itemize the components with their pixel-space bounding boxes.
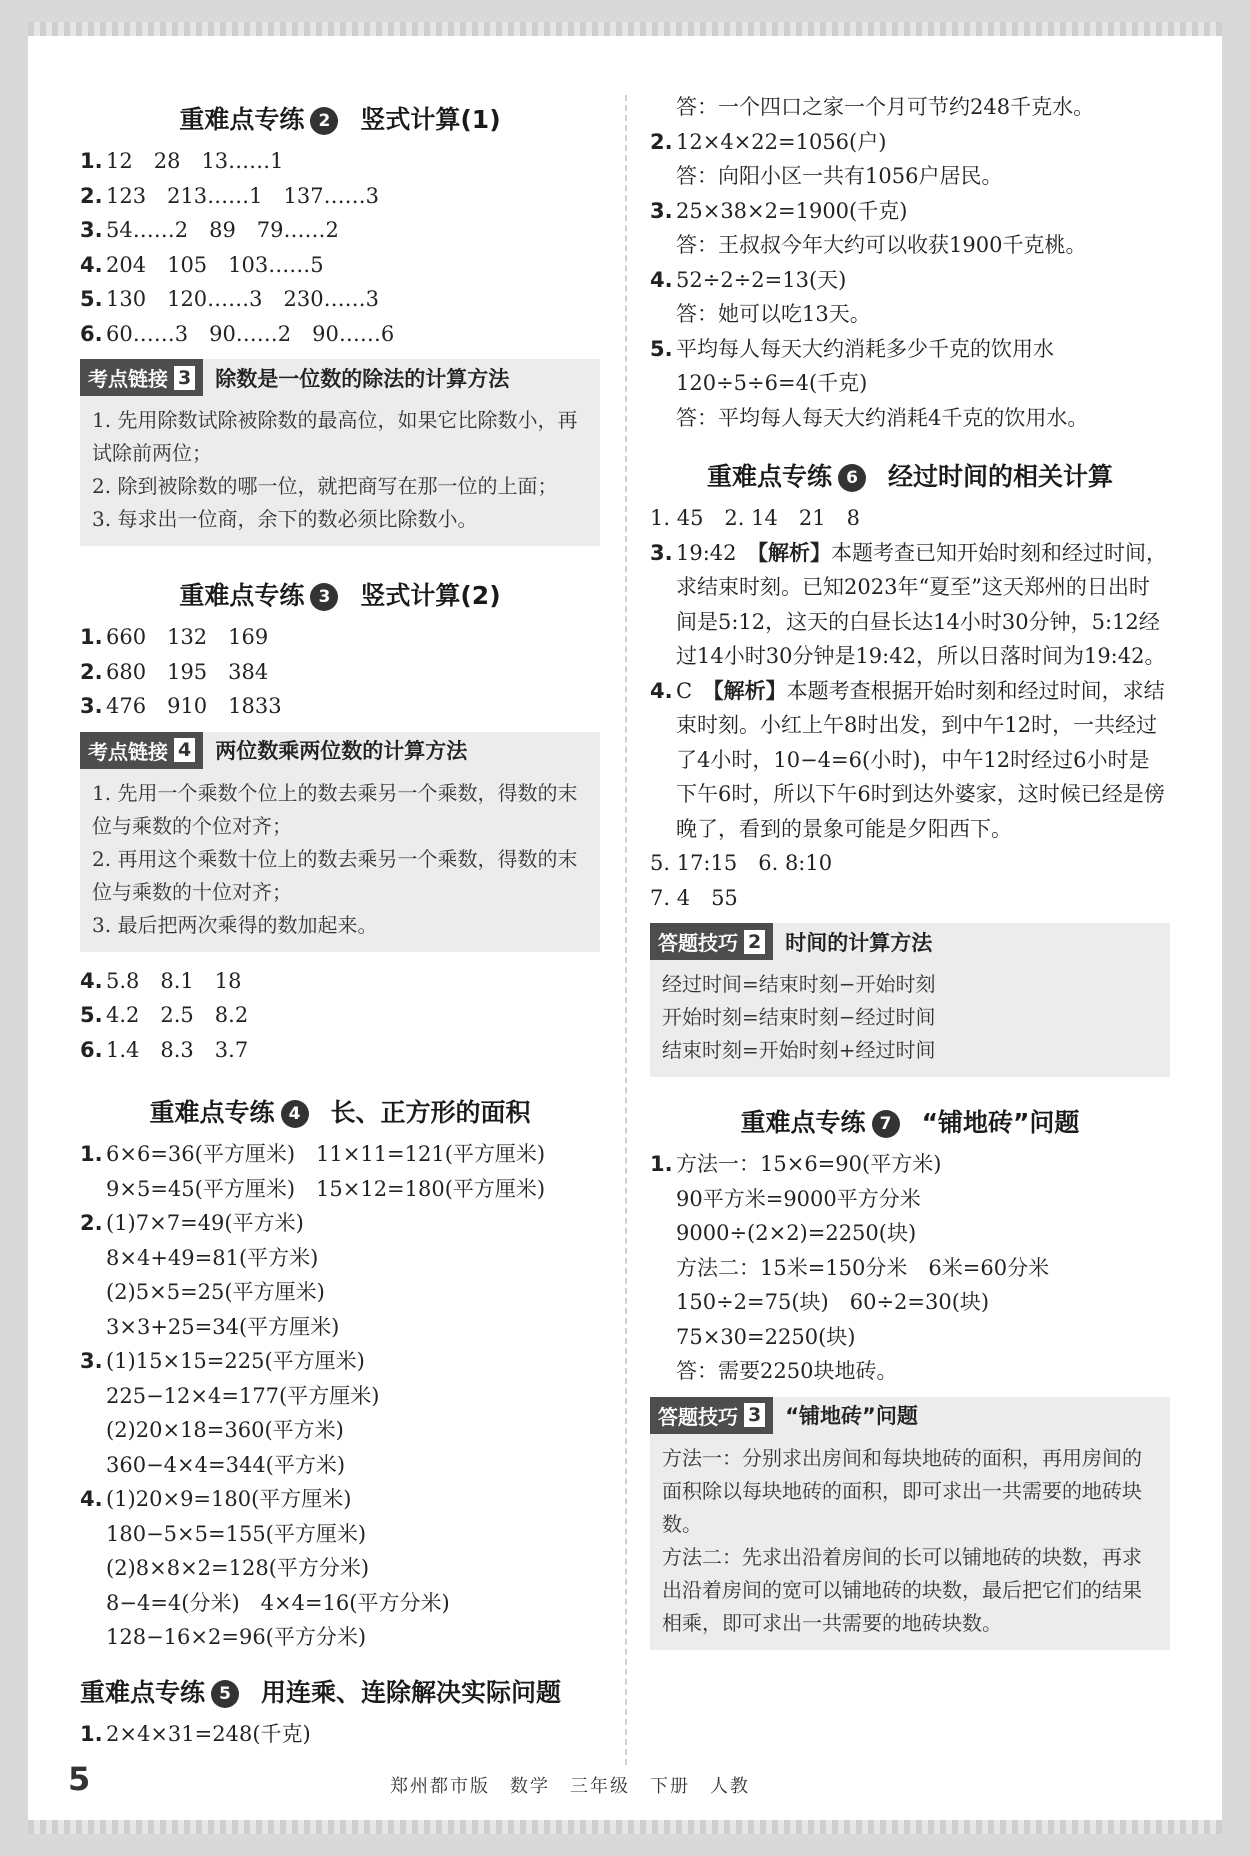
answer-line: 答：她可以吃13天。 <box>676 302 871 326</box>
tip-box-2 <box>650 923 1170 1077</box>
answer-paragraph-3: 3. 19:42 【解析】本题考查已知开始时刻和经过时间，求结束时刻。已知2023年“夏至”这天郑州的日出时间是5:12，这天的白昼长达14小时30分钟，5:12经过14小时30分钟是19:42，所以日落时间为19:42。 <box>650 540 1168 668</box>
answer-line: 4. 204 105 103……5 <box>80 252 324 277</box>
answer-line: 2. 680 195 384 <box>80 659 269 684</box>
answer-line: 1. 45 2. 14 21 8 <box>650 506 860 530</box>
knowledge-title: 两位数乘两位数的计算方法 <box>215 739 468 763</box>
answer-line: 5. 17:15 6. 8:10 <box>650 851 833 875</box>
answer-line: 6. 60……3 90……2 90……6 <box>80 321 395 346</box>
box-line: 开始时刻=结束时刻−经过时间 <box>662 1005 936 1029</box>
answer-line: 8−4=4(分米) 4×4=16(平方分米) <box>106 1590 450 1615</box>
top-border <box>28 22 1222 36</box>
answer-line: 9×5=45(平方厘米) 15×12=180(平方厘米) <box>106 1176 546 1201</box>
box-line: 3. 每求出一位商，余下的数必须比除数小。 <box>92 507 478 531</box>
answer-line: 4. (1)20×9=180(平方厘米) <box>80 1487 352 1511</box>
knowledge-title: 除数是一位数的除法的计算方法 <box>215 366 510 391</box>
section-title-7: 重难点专练 7 “铺地砖”问题 <box>740 1108 1080 1137</box>
box-line: 3. 最后把两次乘得的数加起来。 <box>92 912 378 937</box>
answer-line: 2. (1)7×7=49(平方米) <box>80 1211 304 1235</box>
answer-line: 4. 52÷2÷2=13(天) <box>650 267 847 292</box>
answer-line: 答：需要2250块地砖。 <box>676 1359 898 1383</box>
answer-line: 3. (1)15×15=225(平方厘米) <box>80 1349 365 1373</box>
answer-line: 128−16×2=96(平方分米) <box>106 1625 367 1649</box>
answer-line: 方法二：15米=150分米 6米=60分米 <box>676 1255 1050 1280</box>
footer-text: 郑州都市版 数学 三年级 下册 人教 <box>390 1776 750 1797</box>
answer-line: 6. 1.4 8.3 3.7 <box>80 1037 249 1062</box>
answer-list <box>80 1717 600 1752</box>
right-column <box>650 90 1170 1662</box>
page-number: 5 <box>68 1760 91 1798</box>
box-line: 经过时间=结束时刻−开始时刻 <box>662 972 936 996</box>
box-line: 2. 除到被除数的哪一位，就把商写在那一位的上面； <box>92 474 558 498</box>
tip-title: 时间的计算方法 <box>785 930 933 955</box>
bottom-border <box>28 1820 1222 1834</box>
tip-tag: 答题技巧 3 <box>650 1397 773 1434</box>
answer-line: 4. 5.8 8.1 18 <box>80 968 242 993</box>
box-line: 1. 先用除数试除被除数的最高位，如果它比除数小，再试除前两位； <box>92 408 578 465</box>
answer-line: 180−5×5=155(平方厘米) <box>106 1521 367 1546</box>
answer-line: 3. 54……2 89 79……2 <box>80 218 339 242</box>
answer-line: 1. 12 28 13……1 <box>80 149 284 173</box>
box-line: 方法二：先求出沿着房间的长可以铺地砖的块数，再求出沿着房间的宽可以铺地砖的块数，最后把它们的结果相乘，即可求出一共需要的地砖块数。 <box>662 1544 1142 1635</box>
answer-line: (2)8×8×2=128(平方分米) <box>106 1556 370 1580</box>
section-title-5: 重难点专练 5 用连乘、连除解决实际问题 <box>80 1677 562 1707</box>
answer-line: 3. 25×38×2=1900(千克) <box>650 198 908 223</box>
answer-list <box>650 90 1170 435</box>
answer-line: 5. 平均每人每天大约消耗多少千克的饮用水 <box>650 336 1054 361</box>
answer-line: 7. 4 55 <box>650 885 738 910</box>
answer-line: 答：平均每人每天大约消耗4千克的饮用水。 <box>676 405 1089 430</box>
answer-line: 90平方米=9000平方分米 <box>676 1186 921 1211</box>
answer-line: (2)5×5=25(平方厘米) <box>106 1280 325 1304</box>
answer-list <box>80 1137 600 1655</box>
knowledge-tag: 考点链接 3 <box>80 359 203 396</box>
answer-list <box>80 144 600 351</box>
answer-line: (2)20×18=360(平方米) <box>106 1418 344 1442</box>
section-title-6: 重难点专练 6 经过时间的相关计算 <box>706 462 1114 491</box>
answer-line: 2. 123 213……1 137……3 <box>80 183 379 208</box>
tip-tag: 答题技巧 2 <box>650 923 773 960</box>
answer-list <box>650 1147 1170 1389</box>
answer-line: 2. 12×4×22=1056(户) <box>650 129 887 154</box>
answer-line: 答：王叔叔今年大约可以收获1900千克桃。 <box>676 233 1087 257</box>
box-line: 2. 再用这个乘数十位上的数去乘另一个乘数，得数的末位与乘数的十位对齐； <box>92 846 578 904</box>
answer-line: 1. 方法一：15×6=90(平方米) <box>650 1152 942 1176</box>
answer-line: 3. 476 910 1833 <box>80 694 282 718</box>
answer-line: 150÷2=75(块) 60÷2=30(块) <box>676 1290 990 1314</box>
answer-line: 1. 6×6=36(平方厘米) 11×11=121(平方厘米) <box>80 1142 546 1166</box>
answer-list <box>80 964 600 1068</box>
box-line: 1. 先用一个乘数个位上的数去乘另一个乘数，得数的末位与乘数的个位对齐； <box>92 780 578 838</box>
answer-list <box>80 620 600 724</box>
knowledge-tag: 考点链接 4 <box>80 732 203 769</box>
box-line: 方法一：分别求出房间和每块地砖的面积，再用房间的面积除以每块地砖的面积，即可求出一共需要的地砖块数。 <box>662 1445 1142 1536</box>
left-column <box>80 90 600 1751</box>
answer-line: 1. 2×4×31=248(千克) <box>80 1721 311 1746</box>
answer-line: 5. 130 120……3 230……3 <box>80 287 379 311</box>
answer-line: 1. 660 132 169 <box>80 625 269 649</box>
tip-box-3 <box>650 1397 1170 1650</box>
column-divider <box>625 95 627 1765</box>
answer-line: 225−12×4=177(平方厘米) <box>106 1383 380 1408</box>
answer-line: 答：一个四口之家一个月可节约248千克水。 <box>676 95 1095 119</box>
section-title-4: 重难点专练 4 长、正方形的面积 <box>149 1098 531 1127</box>
section-title-3: 重难点专练 3 竖式计算(2) <box>179 581 501 610</box>
answer-line: 360−4×4=344(平方米) <box>106 1452 346 1477</box>
answer-line: 5. 4.2 2.5 8.2 <box>80 1003 249 1027</box>
box-line: 结束时刻=开始时刻+经过时间 <box>662 1038 936 1062</box>
answer-line: 8×4+49=81(平方米) <box>106 1245 319 1270</box>
answer-line: 答：向阳小区一共有1056户居民。 <box>676 164 1003 188</box>
answer-line: 120÷5÷6=4(千克) <box>676 371 868 395</box>
tip-title: “铺地砖”问题 <box>785 1404 918 1428</box>
answer-line: 3×3+25=34(平方厘米) <box>106 1314 340 1339</box>
knowledge-box-3 <box>80 359 600 546</box>
section-title-2: 重难点专练 2 竖式计算(1) <box>179 105 501 134</box>
answer-line: 75×30=2250(块) <box>676 1324 856 1349</box>
answer-paragraph-4: 4. C 【解析】本题考查根据开始时刻和经过时间，求结束时刻。小红上午8时出发，到中午12时，一共经过了4小时，10−4=6(小时)，中午12时经过6小时是下午6时，所以下午6时到达外婆家，这时候已经是傍晚了，看到的景象可能是夕阳西下。 <box>650 678 1165 841</box>
knowledge-box-4 <box>80 732 600 952</box>
answer-line: 9000÷(2×2)=2250(块) <box>676 1221 917 1245</box>
